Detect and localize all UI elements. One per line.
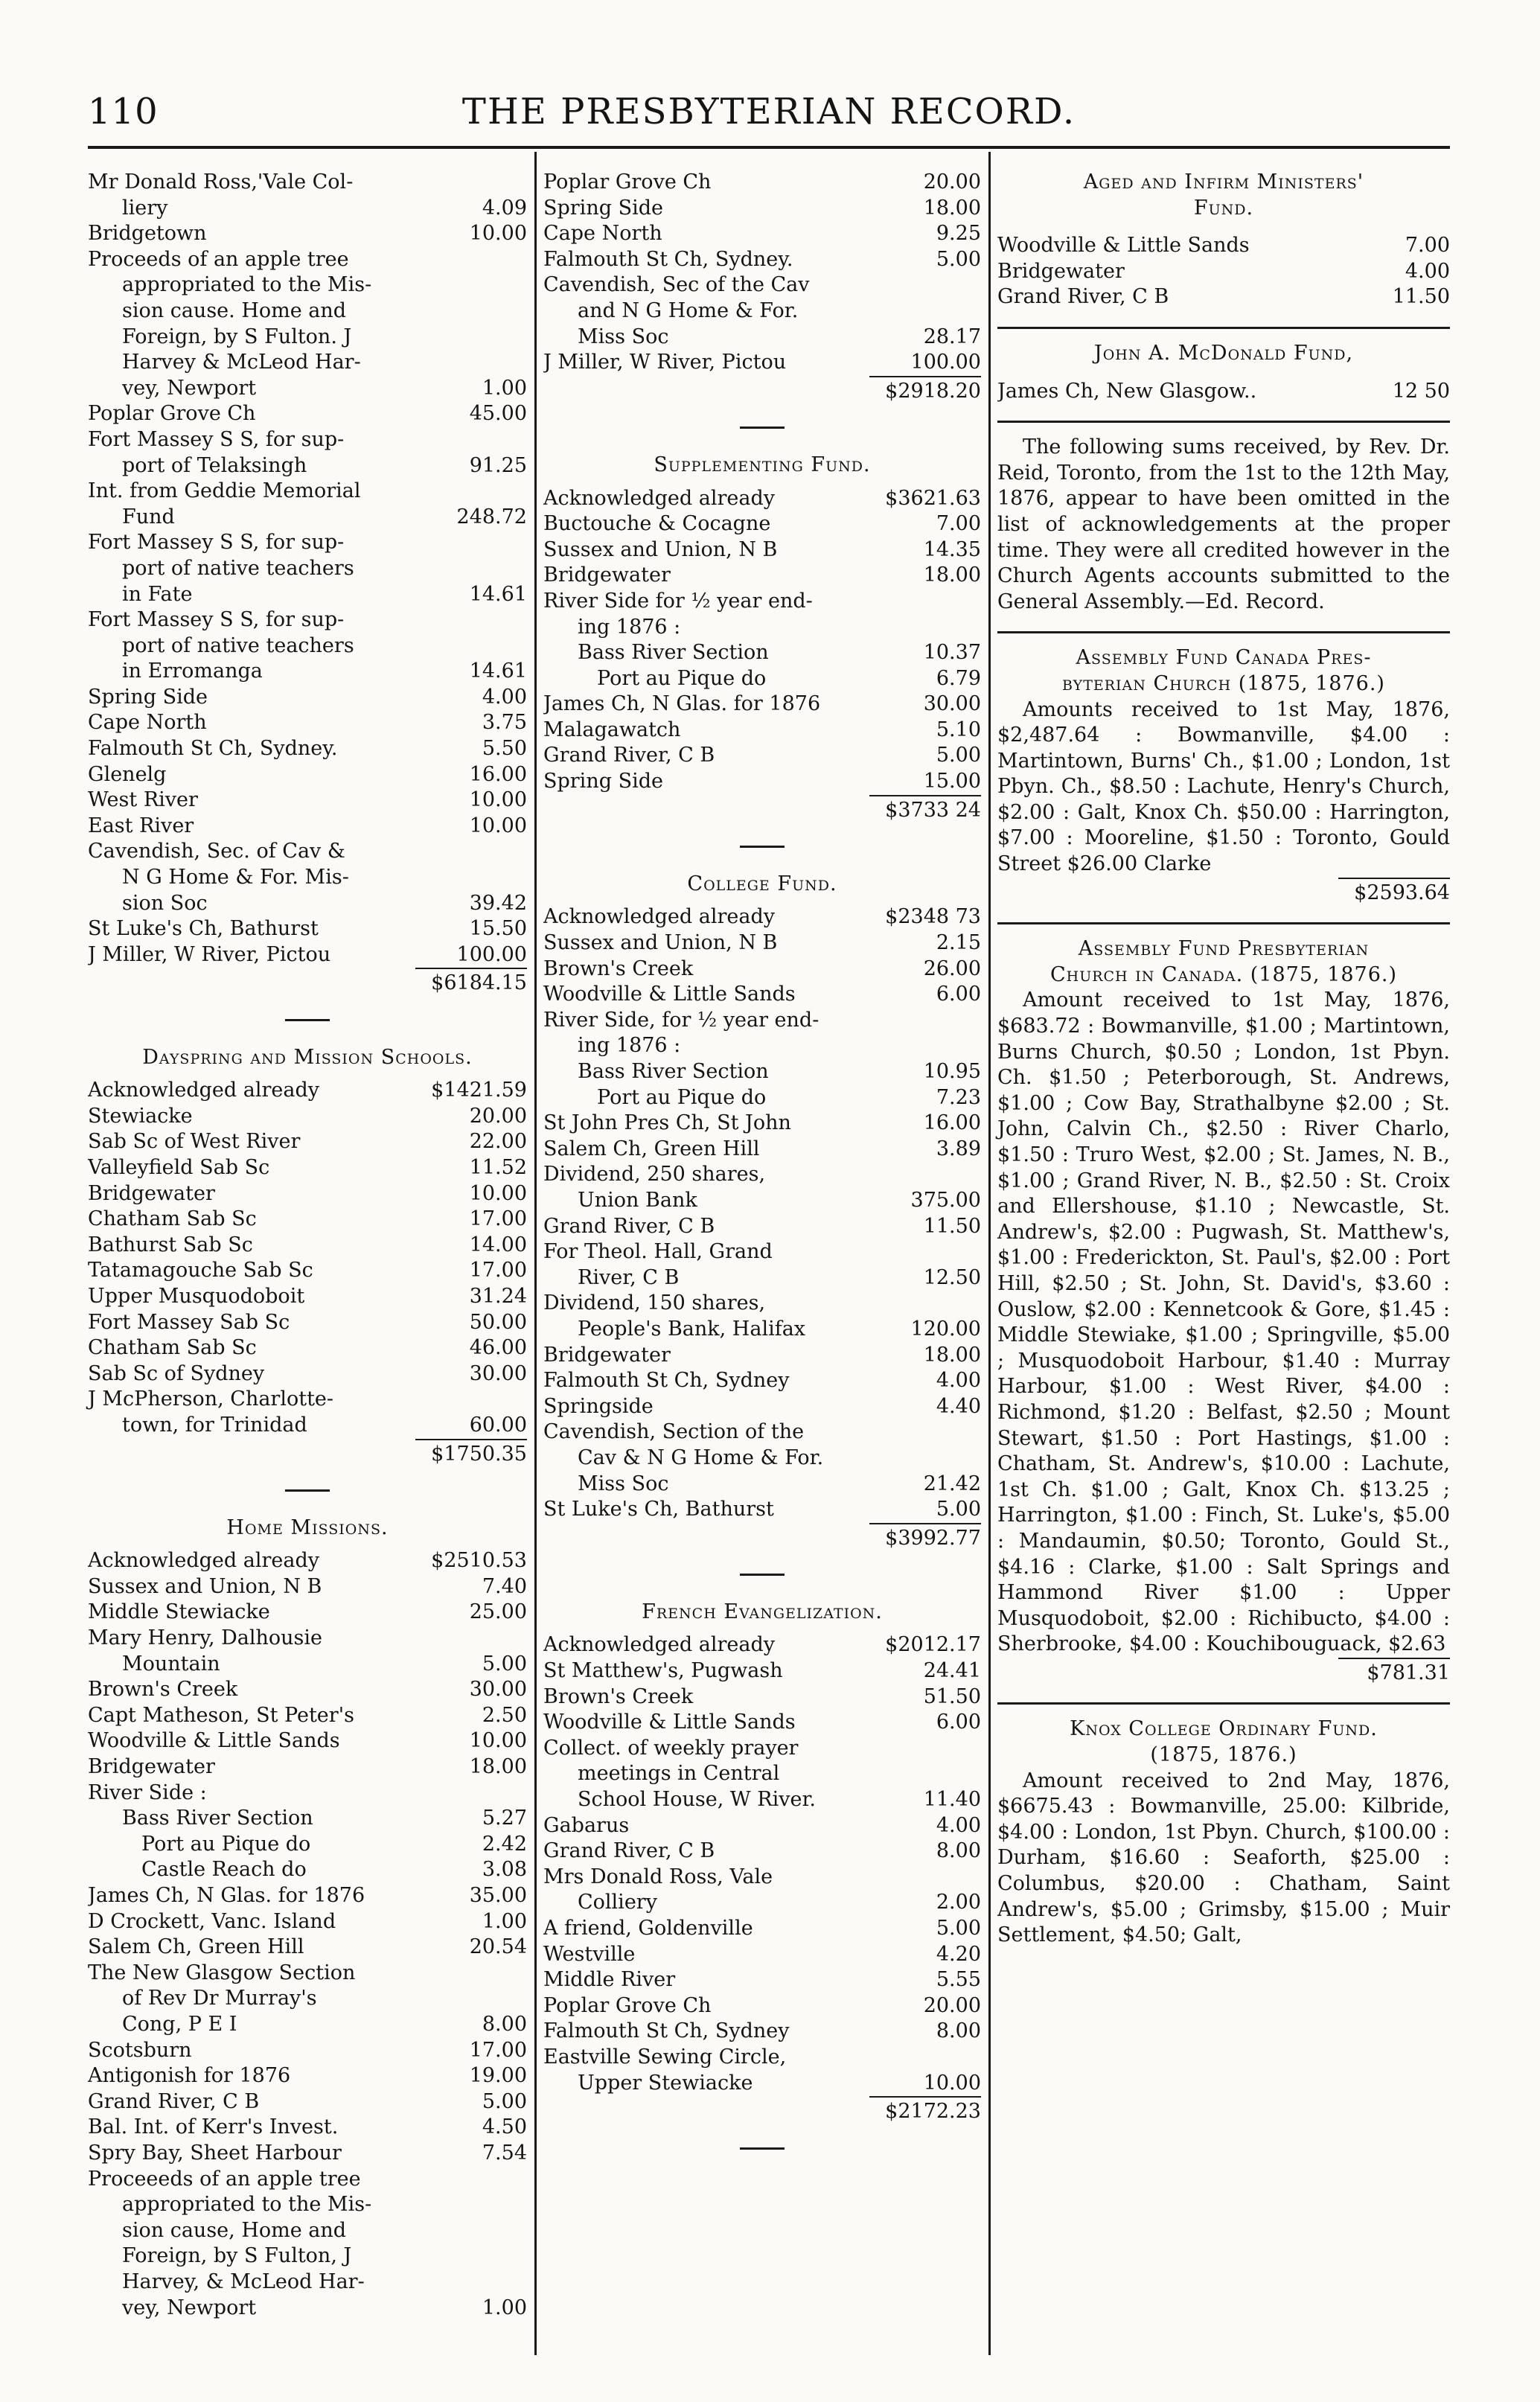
entry-row: James Ch, N Glas. for 1876 35.00 [88, 1884, 527, 1907]
entry-row: Spring Side 15.00 [543, 770, 981, 793]
entry-row: Poplar Grove Ch 20.00 [543, 1993, 981, 2017]
section-heading: French Evangelization. [642, 1600, 883, 1623]
column-3 [997, 170, 1450, 1949]
entry-row: Grand River, C B 5.00 [88, 2089, 527, 2113]
section-heading: Dayspring and Mission Schools. [142, 1045, 473, 1069]
header-rule [88, 146, 1450, 149]
section-text: Amount received to 1st May, 1876, $683.72 : Bowmanville, $1.00 ; Martintown, Burns Church, $0.50 ; London, 1st Pbyn. Ch. $1.50 ; Peterborough, St. Andrews, $1.00 ; Cow Bay, Strathalbyne $2.00 ; St. John, Calvin Ch., $2.50 : River Charlo, $1.50 : Truro West, $2.00 ; St. James, N. B., $1.00 ; Grand River, N. B., $2.50 : St. Croix and Ellershouse, $1.10 ; Newcastle, St. Andrew's, $2.00 : Pugwash, St. Matthew's, $1.00 : Frederickton, St. Paul's, $2.00 : Port Hill, $2.50 ; St. John, St. David's, $3.60 : Ouslow, $2.00 : Kennetcook & Gore, $1.45 : Middle Stewiake, $1.00 ; Springville, $5.00 ; Musquodoboit Harbour, $1.40 : Murray Harbour, $1.00 : West River, $4.00 : Richmond, $1.20 : Belfast, $2.50 ; Mount Stewart, $1.50 : Port Hastings, $1.00 : Chatham, St. Andrew's, $10.00 : Lachute, 1st Ch. $1.00 ; Galt, Knox Ch. $13.25 ; Harrington, $1.00 : Finch, St. Luke's, $5.00 : Mandaumin, $0.50; Toronto, Gould St., $4.16 : Clarke, $1.00 : Salt Springs and Hammond River $1.00 : Upper Musquodoboit, $2.00 : Richibucto, $4.00 : Sherbrooke, $4.00 : Kouchibouguack, $2.63 [997, 988, 1450, 1656]
entry-row: D Crockett, Vanc. Island 1.00 [88, 1909, 527, 1933]
entry-row: in Erromanga 14.61 [122, 659, 527, 683]
entry-line: port of native teachers [122, 633, 354, 657]
entry-row: Grand River, C B 8.00 [543, 1839, 981, 1863]
entry-row: Sussex and Union, N B 14.35 [543, 537, 981, 561]
entry-row: J Miller, W River, Pictou 100.00 [88, 942, 527, 966]
entry-row: Springside 4.40 [543, 1394, 981, 1418]
section-heading: Supplementing Fund. [654, 453, 871, 476]
section-rule [997, 421, 1450, 423]
entry-row: Brown's Creek 26.00 [543, 956, 981, 980]
entry-row: Chatham Sab Sc 17.00 [88, 1207, 527, 1231]
entry-row: Bridgewater 10.00 [88, 1181, 527, 1205]
entry-row: James Ch, New Glasgow.. 12 50 [997, 379, 1450, 403]
section-text: Amounts received to 1st May, 1876, $2,487.64 : Bowmanville, $4.00 : Martintown, Burns' Ch., $1.00 ; London, 1st Pbyn. Ch., $8.50 : Lachute, Henry's Church, $2.00 : Galt, Knox Ch. $50.00 : Harrington, $7.00 : Mooreline, $1.50 : Toronto, Gould Street $26.00 Clarke [997, 697, 1450, 876]
entry-row: liery 4.09 [122, 196, 527, 220]
section-heading: Assembly Fund Canada Pres- [1076, 646, 1372, 670]
entry-row: Chatham Sab Sc 46.00 [88, 1336, 527, 1360]
entry-row: Port au Pique do 2.42 [141, 1832, 527, 1856]
section-heading: (1875, 1876.) [1150, 1743, 1297, 1767]
entry-row: Spring Side 18.00 [543, 196, 981, 220]
entry-row: Bridgewater 18.00 [88, 1755, 527, 1779]
entry-row: Salem Ch, Green Hill 20.54 [88, 1935, 527, 1959]
entry-row: J Miller, W River, Pictou 100.00 [543, 351, 981, 374]
entry-row: Brown's Creek 30.00 [88, 1678, 527, 1702]
entry-line: Eastville Sewing Circle, [543, 2045, 787, 2069]
entry-row: sion Soc 39.42 [122, 891, 527, 915]
entry-row: Gabarus 4.00 [543, 1813, 981, 1837]
entry-row: River, C B 12.50 [578, 1265, 981, 1289]
entry-row: Miss Soc 21.42 [578, 1472, 981, 1495]
column-2 [543, 170, 981, 2171]
section-divider [543, 2136, 981, 2162]
entry-line: Proceeds of an apple tree [88, 247, 349, 271]
section-divider [88, 1007, 527, 1033]
entry-row: Middle River 5.55 [543, 1968, 981, 1992]
entry-row: Fort Massey Sab Sc 50.00 [88, 1310, 527, 1334]
section-total: $1750.35 [88, 1439, 527, 1468]
entry-line: Fort Massey S S, for sup- [88, 531, 345, 555]
entry-row: Bridgewater 18.00 [543, 1343, 981, 1367]
entry-row: Grand River, C B 11.50 [543, 1214, 981, 1238]
entry-line: of Rev Dr Murray's [122, 1987, 317, 2010]
entry-line: Int. from Geddie Memorial [88, 479, 361, 503]
column-divider-1 [534, 152, 537, 2355]
entry-line: Dividend, 150 shares, [543, 1291, 766, 1315]
entry-row: Castle Reach do 3.08 [141, 1858, 527, 1882]
entry-line: River Side for ½ year end- [543, 589, 813, 613]
section-heading: Knox College Ordinary Fund. [1070, 1717, 1378, 1741]
column-divider-2 [988, 152, 991, 2355]
entry-row: Acknowledged already $1421.59 [88, 1079, 527, 1102]
section-rule [997, 631, 1450, 633]
entry-row: Acknowledged already $3621.63 [543, 486, 981, 510]
entry-row: West River 10.00 [88, 788, 527, 812]
entry-row: Glenelg 16.00 [88, 762, 527, 786]
section-total: $3733 24 [543, 795, 981, 824]
section-total: $2172.23 [543, 2096, 981, 2125]
entry-row: Scotsburn 17.00 [88, 2038, 527, 2062]
entry-row: Bridgewater 18.00 [543, 563, 981, 587]
entry-row: Grand River, C B 5.00 [543, 744, 981, 767]
entry-line: Harvey, & McLeod Har- [122, 2270, 365, 2293]
section-divider [543, 1562, 981, 1588]
entry-row: Brown's Creek 51.50 [543, 1684, 981, 1708]
entry-row: Bass River Section 5.27 [122, 1807, 527, 1830]
entry-row: Poplar Grove Ch 45.00 [88, 402, 527, 426]
entry-row: Capt Matheson, St Peter's 2.50 [88, 1703, 527, 1727]
column-1 [88, 170, 527, 2321]
entry-line: appropriated to the Mis- [122, 2193, 372, 2217]
entry-line: Cavendish, Sec of the Cav [543, 273, 810, 297]
entry-row: Sussex and Union, N B 7.40 [88, 1574, 527, 1598]
entry-row: St Matthew's, Pugwash 24.41 [543, 1659, 981, 1683]
entry-row: Fund 248.72 [122, 505, 527, 528]
entry-line: Mr Donald Ross,'Vale Col- [88, 170, 354, 194]
entry-row: Sab Sc of Sydney 30.00 [88, 1361, 527, 1385]
entry-row: Miss Soc 28.17 [578, 325, 981, 348]
entry-row: Acknowledged already $2510.53 [88, 1549, 527, 1573]
section-heading: John A. McDonald Fund, [1093, 341, 1354, 365]
section-heading: College Fund. [687, 872, 837, 895]
entry-line: N G Home & For. Mis- [122, 866, 349, 889]
entry-line: port of native teachers [122, 556, 354, 580]
entry-row: Middle Stewiacke 25.00 [88, 1600, 527, 1624]
section-rule [997, 327, 1450, 329]
entry-line: Mrs Donald Ross, Vale [543, 1865, 773, 1888]
entry-line: Collect. of weekly prayer [543, 1736, 799, 1760]
entry-row: Woodville & Little Sands 6.00 [543, 983, 981, 1006]
entry-row: Bass River Section 10.95 [578, 1060, 981, 1083]
section-heading: Aged and Infirm Ministers' [1083, 170, 1364, 194]
entry-row: Grand River, C B 11.50 [997, 285, 1450, 309]
entry-row: Cong, P E I 8.00 [122, 2012, 527, 2036]
section-heading: byterian Church (1875, 1876.) [1062, 671, 1385, 695]
entry-row: Acknowledged already $2012.17 [543, 1633, 981, 1657]
section-heading: Church in Canada. (1875, 1876.) [1049, 962, 1398, 986]
entry-row: Bridgewater 4.00 [997, 259, 1450, 283]
entry-row: Spring Side 4.00 [88, 685, 527, 709]
entry-line: meetings in Central [578, 1762, 780, 1786]
entry-row: Falmouth St Ch, Sydney 4.00 [543, 1369, 981, 1393]
section-total: $6184.15 [88, 968, 527, 997]
entry-row: Malagawatch 5.10 [543, 718, 981, 741]
entry-row: Woodville & Little Sands 6.00 [543, 1711, 981, 1734]
entry-row: Sab Sc of West River 22.00 [88, 1130, 527, 1154]
entry-row: Buctouche & Cocagne 7.00 [543, 512, 981, 536]
section-total: $2593.64 [997, 878, 1450, 907]
section-heading: Home Missions. [226, 1515, 389, 1539]
entry-row: Union Bank 375.00 [578, 1188, 981, 1212]
entry-line: Proceeeds of an apple tree [88, 2167, 361, 2191]
entry-row: Falmouth St Ch, Sydney 8.00 [543, 2019, 981, 2043]
section-text: Amount received to 2nd May, 1876, $6675.43 : Bowmanville, 25.00: Kilbride, $4.00 : London, 1st Pbyn. Church, $100.00 : Durham, $16.60 : Seaforth, $25.00 : Columbus, $20.00 : Chatham, Saint Andrew's, $5.00 ; Grimsby, $15.00 ; Muir Settlement, $4.50; Galt, [997, 1769, 1450, 1947]
entry-row: St Luke's Ch, Bathurst 5.00 [543, 1498, 981, 1521]
section-divider [88, 1478, 527, 1504]
entry-line: Foreign, by S Fulton, J [122, 2244, 352, 2268]
entry-row: Cape North 9.25 [543, 222, 981, 246]
entry-line: J McPherson, Charlotte- [88, 1387, 334, 1411]
entry-row: Bal. Int. of Kerr's Invest. 4.50 [88, 2115, 527, 2139]
entry-row: James Ch, N Glas. for 1876 30.00 [543, 692, 981, 716]
section-total: $781.31 [997, 1658, 1450, 1687]
entry-row: Falmouth St Ch, Sydney. 5.50 [88, 737, 527, 761]
entry-row: Antigonish for 1876 19.00 [88, 2064, 527, 2088]
entry-row: in Fate 14.61 [122, 582, 527, 606]
entry-row: St Luke's Ch, Bathurst 15.50 [88, 917, 527, 941]
entry-line: sion cause. Home and [122, 298, 347, 322]
section-divider [543, 415, 981, 441]
entry-row: Salem Ch, Green Hill 3.89 [543, 1137, 981, 1160]
entry-row: Spry Bay, Sheet Harbour 7.54 [88, 2141, 527, 2165]
entry-line: River Side : [88, 1780, 207, 1804]
entry-row: Bass River Section 10.37 [578, 641, 981, 665]
section-divider [543, 834, 981, 860]
entry-row: Upper Musquodoboit 31.24 [88, 1284, 527, 1308]
entry-line: sion cause, Home and [122, 2218, 347, 2242]
entry-line: The New Glasgow Section [88, 1961, 356, 1984]
entry-row: Woodville & Little Sands 7.00 [997, 234, 1450, 258]
entry-line: Cavendish, Section of the [543, 1420, 805, 1444]
entry-line: Cavendish, Sec. of Cav & [88, 840, 345, 863]
page-number: 110 [88, 91, 159, 132]
entry-line: Mary Henry, Dalhousie [88, 1626, 323, 1650]
entry-row: Mountain 5.00 [122, 1652, 527, 1676]
entry-line: appropriated to the Mis- [122, 273, 372, 297]
entry-row: port of Telaksingh 91.25 [122, 453, 527, 477]
entry-line: Foreign, by S Fulton. J [122, 325, 352, 348]
entry-row: Stewiacke 20.00 [88, 1104, 527, 1128]
entry-line: River Side, for ½ year end- [543, 1008, 819, 1032]
entry-line: For Theol. Hall, Grand [543, 1240, 773, 1264]
section-heading: Fund. [1193, 196, 1254, 220]
entry-row: Upper Stewiacke 10.00 [578, 2071, 981, 2095]
section-rule [997, 1702, 1450, 1705]
entry-line: Dividend, 250 shares, [543, 1163, 766, 1186]
entry-row: Port au Pique do 6.79 [597, 666, 981, 690]
entry-row: School House, W River. 11.40 [578, 1788, 981, 1812]
entry-row: East River 10.00 [88, 814, 527, 837]
entry-row: Valleyfield Sab Sc 11.52 [88, 1155, 527, 1179]
entry-line: Cav & N G Home & For. [578, 1446, 824, 1469]
entry-row: St John Pres Ch, St John 16.00 [543, 1111, 981, 1135]
entry-row: Colliery 2.00 [578, 1891, 981, 1914]
entry-row: Poplar Grove Ch 20.00 [543, 170, 981, 194]
entry-row: Tatamagouche Sab Sc 17.00 [88, 1259, 527, 1283]
entry-row: Westville 4.20 [543, 1942, 981, 1966]
section-total: $2918.20 [543, 376, 981, 405]
entry-row: vey, Newport 1.00 [122, 376, 527, 400]
entry-line: Fort Massey S S, for sup- [88, 427, 345, 451]
entry-row: Falmouth St Ch, Sydney. 5.00 [543, 247, 981, 271]
entry-row: Bathurst Sab Sc 14.00 [88, 1233, 527, 1256]
entry-row: town, for Trinidad 60.00 [122, 1413, 527, 1437]
editor-note: The following sums received, by Rev. Dr. Reid, Toronto, from the 1st to the 12th May, 1876, appear to have been omitted in the list of acknowledgements at the proper time. They were all credited however in the Church Agents accounts submitted to the General Assembly.—Ed. Record. [997, 435, 1450, 613]
entry-row: Woodville & Little Sands 10.00 [88, 1729, 527, 1753]
entry-row: Sussex and Union, N B 2.15 [543, 931, 981, 955]
entry-row: Acknowledged already $2348 73 [543, 905, 981, 929]
entry-line: Harvey & McLeod Har- [122, 351, 361, 374]
entry-line: ing 1876 : [578, 615, 681, 639]
entry-row: vey, Newport 1.00 [122, 2296, 527, 2319]
section-total: $3992.77 [543, 1523, 981, 1552]
entry-row: People's Bank, Halifax 120.00 [578, 1317, 981, 1341]
entry-row: Cape North 3.75 [88, 711, 527, 735]
section-heading: Assembly Fund Presbyterian [1078, 937, 1370, 961]
section-rule [997, 922, 1450, 924]
entry-line: Fort Massey S S, for sup- [88, 608, 345, 632]
entry-line: and N G Home & For. [578, 298, 799, 322]
page-title: THE PRESBYTERIAN RECORD. [461, 91, 1076, 132]
entry-row: Bridgetown 10.00 [88, 222, 527, 246]
page-header [88, 83, 1450, 140]
entry-line: ing 1876 : [578, 1034, 681, 1058]
entry-row: Port au Pique do 7.23 [597, 1085, 981, 1109]
entry-row: A friend, Goldenville 5.00 [543, 1917, 981, 1940]
